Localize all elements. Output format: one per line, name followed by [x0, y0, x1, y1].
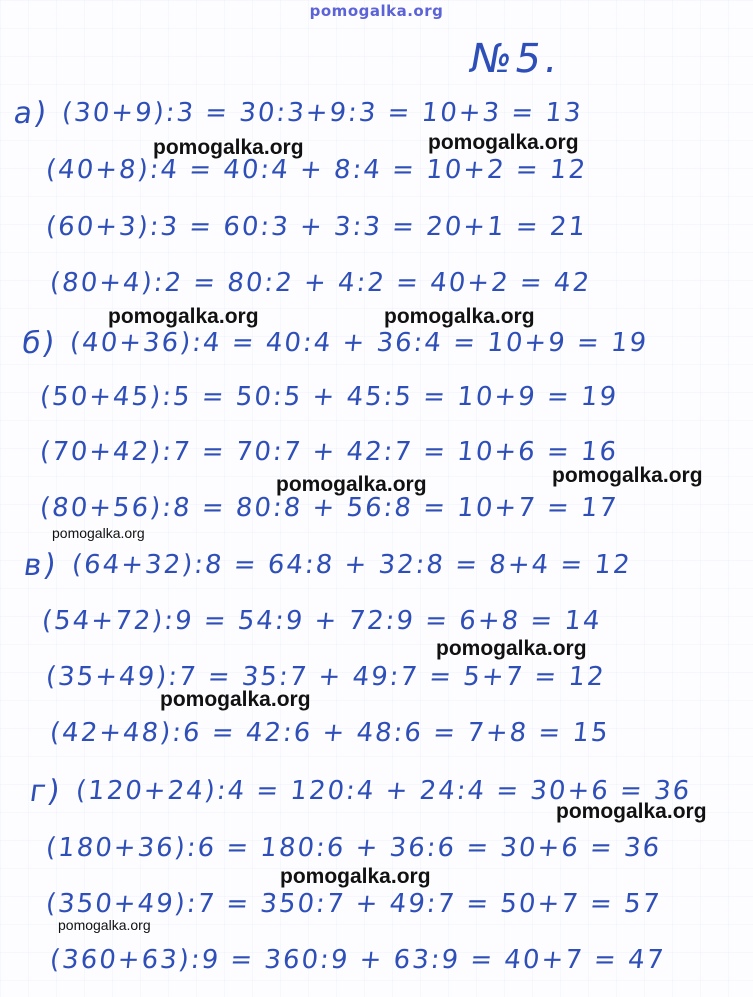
- equation-line: (80+4):2 = 80:2 + 4:2 = 40+2 = 42: [48, 268, 593, 298]
- section-label-b: б): [19, 326, 59, 361]
- equation-line: (64+32):8 = 64:8 + 32:8 = 8+4 = 12: [70, 550, 634, 580]
- equation-line: (42+48):6 = 42:6 + 48:6 = 7+8 = 15: [48, 718, 612, 748]
- equation-line: (50+45):5 = 50:5 + 45:5 = 10+9 = 19: [38, 382, 620, 412]
- equation-line: (350+49):7 = 350:7 + 49:7 = 50+7 = 57: [44, 889, 663, 919]
- watermark: pomogalka.org: [552, 464, 703, 487]
- equation-line: (120+24):4 = 120:4 + 24:4 = 30+6 = 36: [74, 776, 693, 806]
- watermark: pomogalka.org: [160, 688, 311, 711]
- equation-line: (35+49):7 = 35:7 + 49:7 = 5+7 = 12: [44, 662, 608, 692]
- equation-line: (60+3):3 = 60:3 + 3:3 = 20+1 = 21: [44, 212, 589, 242]
- equation-line: (40+8):4 = 40:4 + 8:4 = 10+2 = 12: [44, 155, 589, 185]
- equation-line: (180+36):6 = 180:6 + 36:6 = 30+6 = 36: [44, 833, 663, 863]
- equation-line: (54+72):9 = 54:9 + 72:9 = 6+8 = 14: [40, 606, 604, 636]
- equation-line: (80+56):8 = 80:8 + 56:8 = 10+7 = 17: [38, 493, 620, 523]
- watermark: pomogalka.org: [384, 305, 535, 328]
- section-label-a: а): [11, 96, 51, 131]
- site-header-watermark: pomogalka.org: [309, 2, 444, 20]
- watermark: pomogalka.org: [153, 136, 304, 159]
- problem-number: №5.: [465, 36, 566, 82]
- watermark: pomogalka.org: [556, 800, 707, 823]
- section-label-v: в): [21, 548, 60, 583]
- watermark: pomogalka.org: [276, 473, 427, 496]
- section-label-g: г): [27, 774, 64, 809]
- equation-line: (360+63):9 = 360:9 + 63:9 = 40+7 = 47: [48, 945, 667, 975]
- watermark: pomogalka.org: [52, 525, 145, 541]
- watermark: pomogalka.org: [108, 305, 259, 328]
- watermark: pomogalka.org: [436, 637, 587, 660]
- equation-line: (40+36):4 = 40:4 + 36:4 = 10+9 = 19: [68, 328, 650, 358]
- watermark: pomogalka.org: [428, 131, 579, 154]
- equation-line: (30+9):3 = 30:3+9:3 = 10+3 = 13: [60, 98, 585, 128]
- watermark: pomogalka.org: [280, 865, 431, 888]
- watermark: pomogalka.org: [58, 917, 151, 933]
- equation-line: (70+42):7 = 70:7 + 42:7 = 10+6 = 16: [38, 437, 620, 467]
